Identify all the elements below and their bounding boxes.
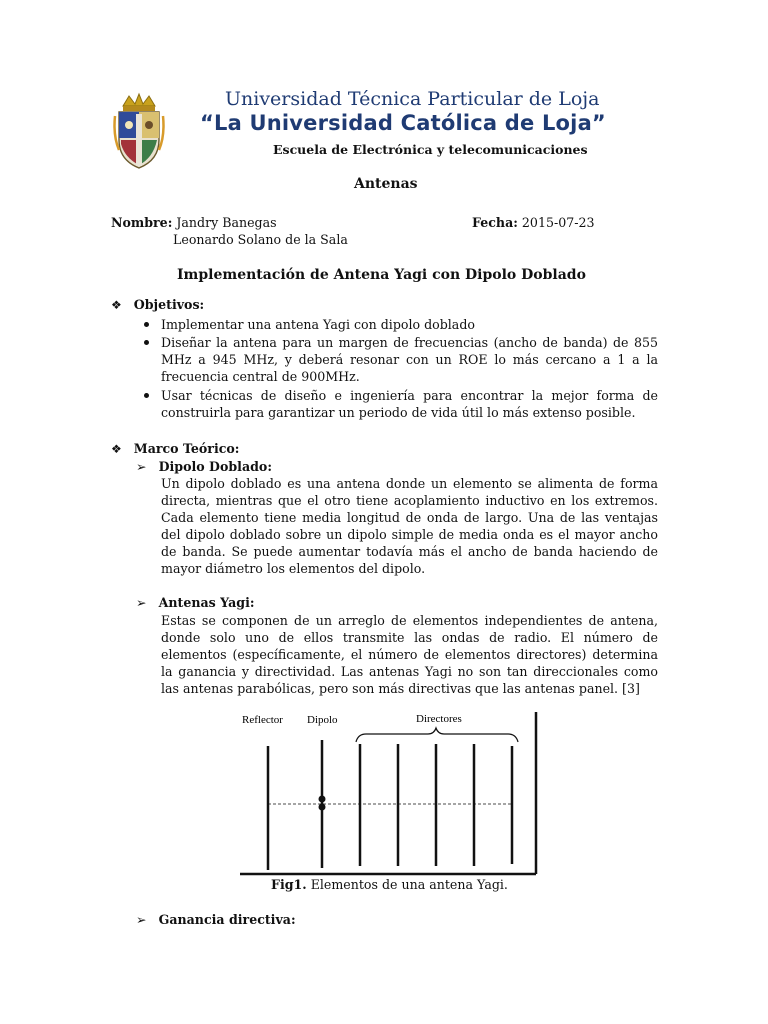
date-label: Fecha: [472,215,518,230]
objective-item: Implementar una antena Yagi con dipolo doblado [161,317,475,332]
objectives-heading-row [111,296,204,314]
dipole-paragraph: Un dipolo doblado es una antena donde un elemento se alimenta de forma directa, mientras que el otro tiene acoplamiento inductivo en los extremos. Cada elemento tiene media longitud de onda de largo. Una de las ventajas del dipolo doblado sobre un dipolo simple de media onda es el mayor ancho de banda. Se puede aumentar todavía más el ancho de banda haciendo de mayor diámetro los elementos del dipolo. [161,476,658,576]
gain-heading: Ganancia directiva: [158,912,296,927]
yagi-diagram [236,708,546,878]
theory-heading-row [111,440,239,458]
objectives-heading: Objetivos: [133,297,205,312]
bullet-dot-icon [144,340,149,345]
university-motto: “La Universidad Católica de Loja” [200,111,606,135]
author-2: Leonardo Solano de la Sala [173,232,348,247]
arrow-bullet-icon: ➢ [136,912,147,927]
name-label: Nombre: [111,215,173,230]
theory-heading: Marco Teórico: [133,441,240,456]
document-title: Implementación de Antena Yagi con Dipolo Doblado [177,267,586,283]
caption-text: Elementos de una antena Yagi. [306,877,508,892]
feed-point [319,804,326,811]
feed-point [319,796,326,803]
objective-item: Diseñar la antena para un margen de frecuencias (ancho de banda) de 855 MHz a 945 MHz, y deberá resonar con un ROE lo más cercano a 1 a la frecuencia central de 900MHz. [161,335,658,384]
yagi-figure [236,708,546,878]
yagi-heading-row [136,594,255,611]
university-logo [113,92,165,170]
caption-label: Fig1. [271,877,307,892]
gain-heading-row [136,911,296,928]
label-directores: Directores [416,713,462,725]
label-reflector: Reflector [242,714,283,726]
label-dipolo: Dipolo [307,714,338,726]
bullet-dot-icon [144,322,149,327]
name-row [111,214,277,231]
bullet-dot-icon [144,393,149,398]
author-1: Jandry Banegas [176,215,277,230]
arrow-bullet-icon: ➢ [136,595,147,610]
date-row [472,214,595,231]
subject-title: Antenas [354,176,418,192]
diamond-bullet-icon: ❖ [111,298,122,312]
dipole-heading-row [136,458,272,475]
date-value: 2015-07-23 [521,215,595,230]
yagi-paragraph: Estas se componen de un arreglo de elementos independientes de antena, donde solo uno de ellos transmite las ondas de radio. El número de elementos (específicamente, el número de elementos directores) determina la ganancia y directividad. Las antenas Yagi no son tan direccionales como las antenas parabólicas, pero son más directivas que las antenas panel. [3] [161,613,658,696]
school-name: Escuela de Electrónica y telecomunicaciones [273,142,588,157]
diamond-bullet-icon: ❖ [111,442,122,456]
arrow-bullet-icon: ➢ [136,459,147,474]
university-name: Universidad Técnica Particular de Loja [225,88,600,110]
yagi-heading: Antenas Yagi: [158,595,255,610]
figure-caption [271,877,508,892]
dipole-heading: Dipolo Doblado: [158,459,272,474]
objective-item: Usar técnicas de diseño e ingeniería para encontrar la mejor forma de construirla para garantizar un periodo de vida útil lo más extenso posible. [161,388,658,420]
directors-brace [356,728,518,742]
